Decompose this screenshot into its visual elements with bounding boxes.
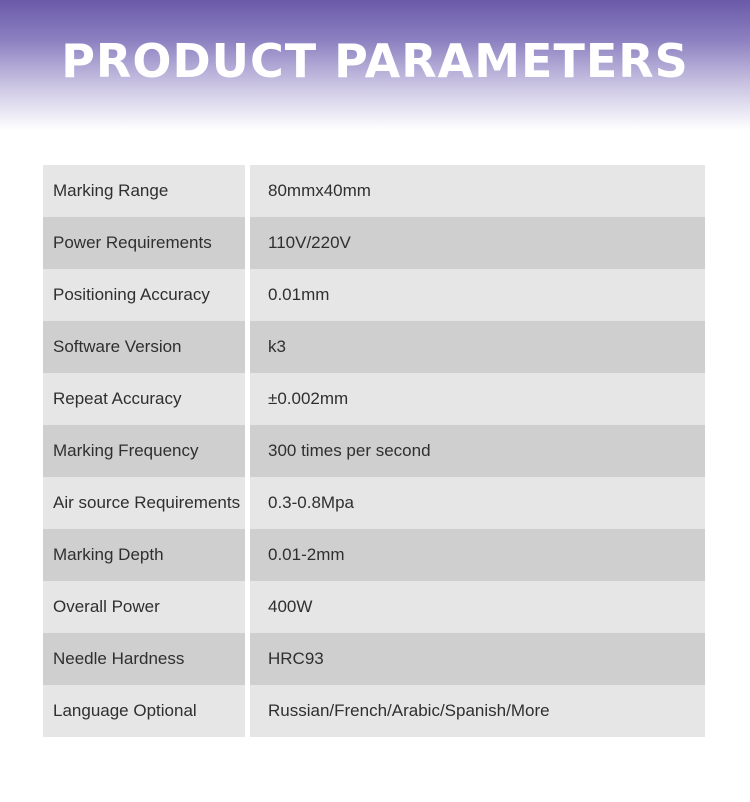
param-label: Overall Power	[43, 581, 245, 633]
table-row	[43, 269, 705, 321]
param-label: Repeat Accuracy	[43, 373, 245, 425]
param-value: 0.3-0.8Mpa	[250, 477, 705, 529]
table-row	[43, 373, 705, 425]
param-value: Russian/French/Arabic/Spanish/More	[250, 685, 705, 737]
table-row	[43, 685, 705, 737]
param-value: k3	[250, 321, 705, 373]
param-value: 400W	[250, 581, 705, 633]
param-label: Marking Depth	[43, 529, 245, 581]
param-value: ±0.002mm	[250, 373, 705, 425]
param-label: Positioning Accuracy	[43, 269, 245, 321]
table-row	[43, 633, 705, 685]
table-row	[43, 581, 705, 633]
parameters-table	[43, 165, 705, 737]
table-row	[43, 477, 705, 529]
table-row	[43, 529, 705, 581]
param-value: 80mmx40mm	[250, 165, 705, 217]
table-row	[43, 165, 705, 217]
table-row	[43, 217, 705, 269]
param-label: Air source Requirements	[43, 477, 245, 529]
param-value: 0.01mm	[250, 269, 705, 321]
param-value: 110V/220V	[250, 217, 705, 269]
param-value: 0.01-2mm	[250, 529, 705, 581]
param-label: Software Version	[43, 321, 245, 373]
param-label: Language Optional	[43, 685, 245, 737]
param-value: HRC93	[250, 633, 705, 685]
param-value: 300 times per second	[250, 425, 705, 477]
page-title: PRODUCT PARAMETERS	[61, 34, 689, 88]
param-label: Marking Range	[43, 165, 245, 217]
param-label: Power Requirements	[43, 217, 245, 269]
table-row	[43, 425, 705, 477]
table-row	[43, 321, 705, 373]
param-label: Needle Hardness	[43, 633, 245, 685]
param-label: Marking Frequency	[43, 425, 245, 477]
